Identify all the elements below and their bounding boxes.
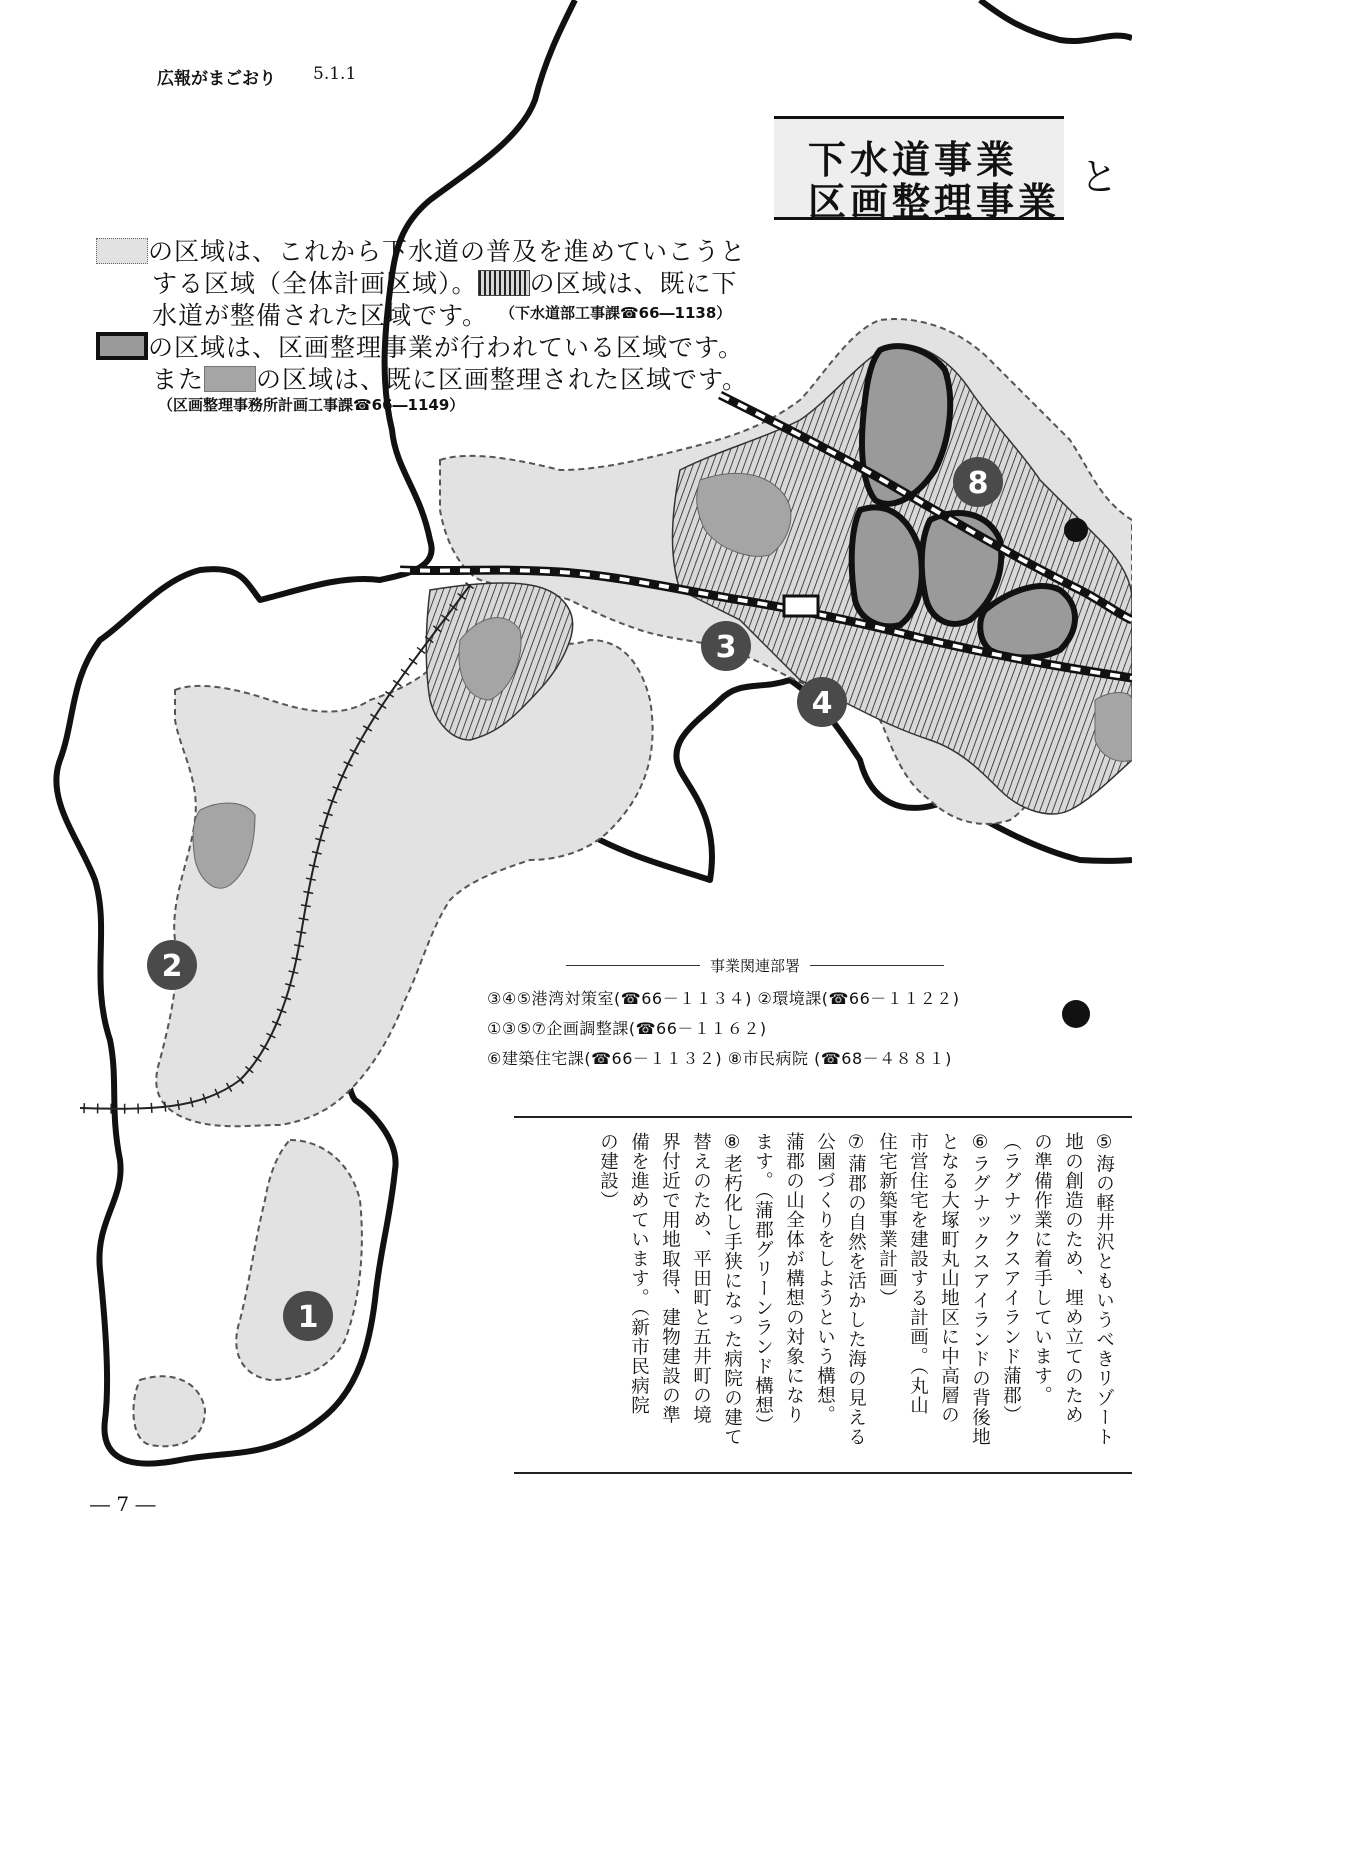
legend-swatch-readjusting <box>96 332 148 360</box>
legend-text-4: の区域は、区画整理事業が行われている区域です。 <box>148 333 745 362</box>
project-column: ⑧老朽化し手狭になった病院の建て <box>721 1132 743 1447</box>
heading-rule-right <box>810 965 944 966</box>
svg-text:8: 8 <box>967 466 989 501</box>
project-column: 替えのため、平田町と五井町の境 <box>690 1132 712 1425</box>
department-line-1: ③④⑤港湾対策室(☎66－１１３４) ②環境課(☎66－１１２２) <box>487 989 960 1008</box>
legend-text-3: 水道が整備された区域です。 <box>152 301 489 330</box>
project-column: 界付近で用地取得、建物建設の準 <box>659 1132 681 1425</box>
publication-date: 5.1.1 <box>313 64 357 84</box>
edge-dot-upper <box>1064 518 1088 542</box>
marker-8 <box>953 457 1003 507</box>
department-line-2: ①③⑤⑦企画調整課(☎66－１１６２) <box>487 1019 767 1038</box>
title-trailing: と <box>1080 155 1119 199</box>
project-column: の準備作業に着手しています。 <box>1031 1132 1053 1405</box>
legend-text-5b: の区域は、既に区画整理された区域です。 <box>256 365 749 394</box>
zoning-contact: （区画整理事務所計画工事課☎66―1149） <box>158 396 465 414</box>
station <box>784 596 818 616</box>
legend-line-3 <box>152 296 488 332</box>
project-column: の建設） <box>597 1132 619 1210</box>
legend-line-2 <box>152 264 738 300</box>
title-line-1: 下水道事業 <box>808 137 1019 182</box>
marker-3 <box>701 621 751 671</box>
marker-1 <box>283 1291 333 1341</box>
department-line-3: ⑥建築住宅課(☎66－１１３２) ⑧市民病院 (☎68－４８８１) <box>487 1049 952 1068</box>
legend-line-5 <box>152 360 748 396</box>
title-box <box>774 116 1064 224</box>
project-column: ⑦蒲郡の自然を活かした海の見える <box>845 1132 867 1447</box>
heading-rule-left <box>566 965 700 966</box>
legend-swatch-readjusted <box>204 366 256 392</box>
marker-2 <box>147 940 197 990</box>
svg-text:2: 2 <box>161 949 183 984</box>
legend-text-1: の区域は、これから下水道の普及を進めていこうと <box>148 237 747 266</box>
legend-line-1 <box>96 232 746 268</box>
project-column: 備を進めています。（新市民病院 <box>628 1132 650 1416</box>
legend-line-4 <box>96 328 744 364</box>
legend-text-2b: の区域は、既に下 <box>529 269 738 298</box>
coastline-north <box>980 0 1132 41</box>
project-column: 公園づくりをしようという構想。 <box>814 1132 836 1425</box>
departments-heading-text: 事業関連部署 <box>710 957 801 975</box>
title-line-2: 区画整理事業 <box>808 179 1061 224</box>
project-column: 地の創造のため、埋め立てのため <box>1062 1132 1084 1425</box>
project-column: 蒲郡の山全体が構想の対象になり <box>783 1132 805 1425</box>
readjusting-area-2 <box>852 507 922 626</box>
legend-text-5a: また <box>152 365 205 394</box>
project-column: （ラグナックスアイランド蒲郡） <box>1000 1132 1022 1425</box>
project-column: ⑤海の軽井沢ともいうべきリゾート <box>1093 1132 1115 1447</box>
page-number: ― 7 ― <box>90 1492 156 1516</box>
planned-area-southtip <box>133 1376 205 1446</box>
projects-box <box>514 1116 1132 1474</box>
edge-dot-lower <box>1062 1000 1090 1028</box>
legend-swatch-planned <box>96 238 148 264</box>
svg-text:1: 1 <box>297 1300 319 1335</box>
project-column: ます。（蒲郡グリーンランド構想） <box>752 1132 774 1435</box>
svg-text:4: 4 <box>811 686 833 721</box>
project-column: 市営住宅を建設する計画。（丸山 <box>907 1132 929 1416</box>
legend-text-2a: する区域（全体計画区域）。 <box>152 269 478 298</box>
marker-4 <box>797 677 847 727</box>
legend-swatch-sewer-done <box>478 270 530 296</box>
publication-name: 広報がまごおり <box>157 69 276 89</box>
planned-area-south <box>236 1140 362 1380</box>
departments-heading <box>566 955 944 976</box>
svg-text:3: 3 <box>715 630 737 665</box>
project-column: 住宅新築事業計画） <box>876 1132 898 1308</box>
readjusted-area-4 <box>1095 693 1132 762</box>
sewer-contact: （下水道部工事課☎66―1138） <box>500 304 732 322</box>
project-column: となる大塚町丸山地区に中高層の <box>938 1132 960 1425</box>
project-column: ⑥ラグナックスアイランドの背後地 <box>969 1132 991 1447</box>
